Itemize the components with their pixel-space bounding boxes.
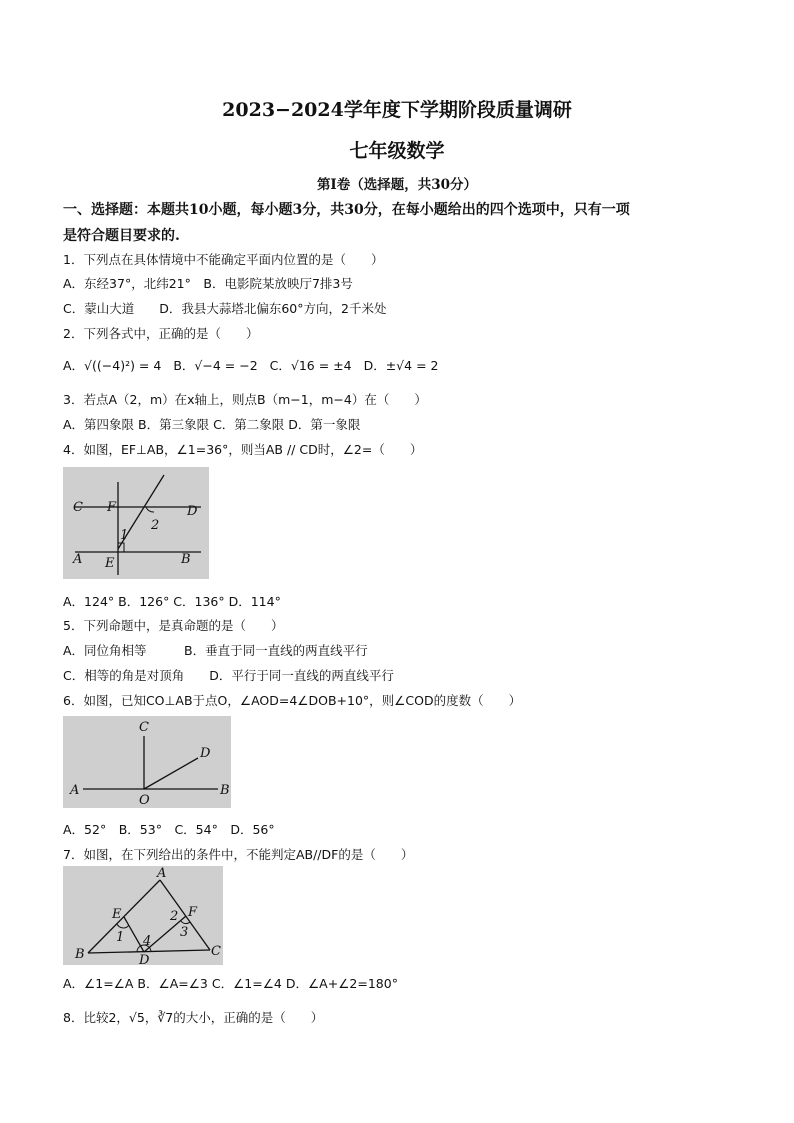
q4-figure	[63, 467, 209, 579]
q7-label-b: B	[75, 947, 85, 962]
q2-option-d: D．±√4 = 2	[363, 358, 439, 373]
q7-label-f: F	[188, 905, 198, 920]
q4-label-angle2: 2	[151, 518, 160, 533]
q6-label-b: B	[220, 783, 230, 798]
q4-stem: 4．如图，EF⊥AB，∠1=36°，则当AB // CD时，∠2=（ ）	[63, 442, 423, 457]
q1-options-row2: C．蒙山大道 D．我县大蒜塔北偏东60°方向，2千米处	[63, 301, 387, 316]
q4-label-b: B	[181, 552, 191, 567]
q2-option-b: B．√−4 = −2	[173, 358, 258, 373]
part-heading: 第Ⅰ卷（选择题，共30分）	[316, 177, 478, 193]
q7-label-d: D	[139, 953, 150, 965]
q4-label-f: F	[107, 500, 117, 515]
exam-title: 2023−2024学年度下学期阶段质量调研	[222, 99, 572, 121]
q5-options-row2: C．相等的角是对顶角 D．平行于同一直线的两直线平行	[63, 668, 394, 683]
q4-label-a: A	[73, 552, 83, 567]
q7-label-e: E	[112, 907, 122, 922]
q4-label-angle1: 1	[120, 528, 129, 543]
q1-options-row1: A．东经37°，北纬21° B．电影院某放映厅7排3号	[63, 276, 353, 291]
exam-subtitle: 七年级数学	[349, 140, 445, 162]
q6-label-o: O	[139, 793, 150, 808]
q4-label-d: D	[187, 504, 198, 519]
q7-label-angle4: 4	[143, 934, 152, 949]
section-instruction-line2: 是符合题目要求的.	[63, 228, 180, 244]
q5-options-row1: A．同位角相等 B．垂直于同一直线的两直线平行	[63, 643, 368, 658]
q3-options: A．第四象限 B．第三象限 C．第二象限 D．第一象限	[63, 417, 361, 432]
q6-options: A．52° B．53° C．54° D．56°	[63, 822, 275, 837]
q2-option-c: C．√16 = ±4	[269, 358, 352, 373]
q5-stem: 5．下列命题中，是真命题的是（ ）	[63, 618, 284, 633]
q7-figure	[63, 866, 223, 965]
q2-options	[63, 356, 446, 374]
q7-label-angle1: 1	[116, 930, 125, 945]
q7-label-angle2: 2	[170, 909, 179, 924]
q8-stem: 8．比较2，√5，∛7的大小，正确的是（ ）	[63, 1010, 324, 1025]
q6-label-c: C	[139, 720, 149, 735]
q7-label-angle3: 3	[180, 925, 189, 940]
q7-label-c: C	[211, 944, 221, 959]
q2-stem: 2．下列各式中，正确的是（ ）	[63, 326, 259, 341]
q1-stem: 1．下列点在具体情境中不能确定平面内位置的是（ ）	[63, 252, 384, 267]
q4-options: A．124° B．126° C．136° D．114°	[63, 594, 281, 609]
section-instruction-line1: 一、选择题：本题共10小题，每小题3分，共30分，在每小题给出的四个选项中，只有一项	[63, 202, 630, 218]
q3-stem: 3．若点A（2，m）在x轴上，则点B（m−1，m−4）在（ ）	[63, 392, 427, 407]
q4-label-e: E	[105, 556, 115, 571]
q7-options: A．∠1=∠A B．∠A=∠3 C．∠1=∠4 D．∠A+∠2=180°	[63, 976, 398, 991]
q6-label-a: A	[70, 783, 80, 798]
q7-stem: 7．如图，在下列给出的条件中，不能判定AB//DF的是（ ）	[63, 847, 414, 862]
q2-option-a: A．√((−4)²) = 4	[63, 358, 162, 373]
q7-label-a: A	[157, 866, 167, 881]
q6-stem: 6．如图，已知CO⊥AB于点O，∠AOD=4∠DOB+10°，则∠COD的度数（ ）	[63, 693, 522, 708]
q6-figure	[63, 716, 231, 808]
q4-label-c: C	[73, 500, 83, 515]
q6-label-d: D	[200, 746, 211, 761]
